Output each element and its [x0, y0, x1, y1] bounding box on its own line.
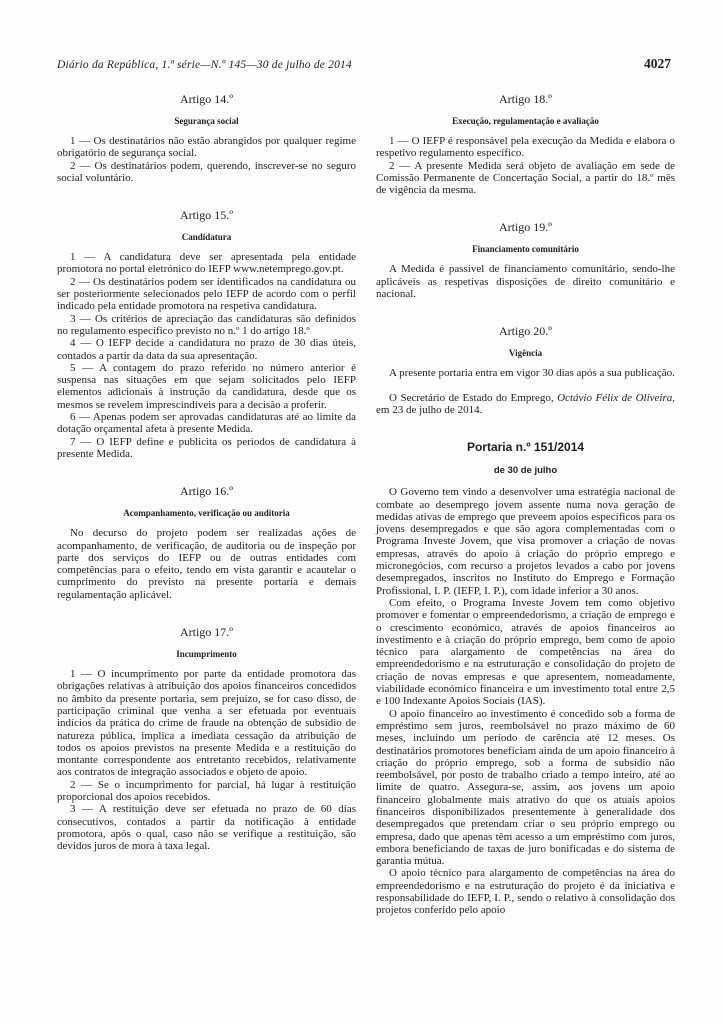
- article-20-heading: Artigo 20.º: [498, 324, 553, 339]
- article-14-paragraph-1: 1 — Os destinatários não estão abrangidos por qualquer regime obrigatório de segurança social.: [57, 135, 356, 160]
- article-17-paragraph-3: 3 — A restituição deve ser efetuada no prazo de 60 dias consecutivos, contados a partir da notificação à entidade promotora, após o qual, caso não se verifique a restituição, são devidos juros de mora à taxa legal.: [57, 803, 356, 853]
- portaria-date-line: de 30 de julho: [493, 465, 558, 477]
- article-15-subtitle: Candidatura: [181, 232, 232, 243]
- article-19: [376, 220, 675, 300]
- article-14-heading: Artigo 14.º: [179, 92, 234, 106]
- article-17: [57, 625, 356, 852]
- signatory-name: Octávio Félix de Oliveira: [557, 391, 673, 404]
- article-14-subtitle: Segurança social: [174, 116, 239, 126]
- article-20-paragraph-1: A presente portaria entra em vigor 30 dias após a sua publicação.: [389, 367, 675, 380]
- article-20-subtitle: Vigência: [508, 348, 543, 359]
- signature-line: [376, 392, 675, 417]
- portaria-151-2014: [376, 440, 675, 916]
- article-15-paragraph-2: 2 — Os destinatários podem ser identificados na candidatura ou ser posteriormente selecionados pelo IEFP de acordo com o perfil indicado pela entidade promotora na respetiva candidatura.: [57, 275, 356, 313]
- article-15-paragraph-6: 6 — Apenas podem ser aprovadas candidaturas até ao limite da dotação orçamental afeta à presente Medida.: [57, 411, 356, 436]
- article-15-paragraph-4: 4 — O IEFP decide a candidatura no prazo de 30 dias úteis, contados a partir da data da sua apresentação.: [57, 337, 356, 362]
- article-16-heading: Artigo 16.º: [179, 484, 234, 499]
- article-14-paragraph-2: 2 — Os destinatários podem, querendo, inscrever-se no seguro social voluntário.: [57, 159, 356, 184]
- article-19-subtitle: Financiamento comunitário: [472, 244, 579, 255]
- content-columns: [57, 86, 675, 917]
- article-15-paragraph-3: 3 — Os critérios de apreciação das candidaturas são definidos no regulamento específico previsto no n.º 1 do artigo 18.º: [57, 312, 356, 337]
- article-17-paragraph-1: 1 — O incumprimento por parte da entidade promotora das obrigações relativas à atribuição dos apoios financeiros concedidos no âmbito da presente portaria, sem prejuízo, se for caso disso, de participação criminal que venha a ser efetuada por eventuais indícios da prática do crime de fraude na obtenção de subsídio de natureza pública, implica a imediata cessação da atribuição de todos os apoios previstos na presente Medida e a restituição do montante correspondente aos entretanto recebidos, relativamente aos contratos de integração associados e objeto de apoio.: [57, 668, 356, 779]
- article-18-paragraph-2: 2 — A presente Medida será objeto de avaliação em sede de Comissão Permanente de Concertação Social, a partir do 18.º mês de vigência da mesma.: [376, 159, 675, 197]
- page-header: [57, 56, 671, 72]
- portaria-paragraph-3: O apoio financeiro ao investimento é concedido sob a forma de empréstimo sem juros, reembolsável no prazo máximo de 60 meses, incluindo um período de carência até 12 meses. Os destinatários promotores beneficiam ainda de um apoio financeiro à criação do próprio emprego, sob a forma de subsídio não reembolsável, por posto de trabalho criado a tempo inteiro, até ao limite de quatro. Assegura-se, assim, aos jovens um apoio financeiro globalmente mais atrativo do que os atuais apoios financeiros disponibilizados presentemente à generalidade dos desempregados que pretendam criar o seu próprio emprego ou empresa, dado que apenas têm acesso a um empréstimo com juros, embora beneficiando de taxas de juro bonificadas e do sistema de garantia mútua.: [376, 707, 675, 868]
- article-17-paragraph-2: 2 — Se o incumprimento for parcial, há lugar à restituição proporcional dos apoios recebidos.: [57, 778, 356, 803]
- right-column: [376, 86, 675, 917]
- article-18-subtitle: Execução, regulamentação e avaliação: [452, 116, 599, 126]
- article-15-paragraph-1: 1 — A candidatura deve ser apresentada pela entidade promotora no portal eletrónico do IEFP www.netemprego.gov.pt.: [57, 251, 356, 276]
- article-18: [376, 92, 675, 196]
- portaria-paragraph-2: Com efeito, o Programa Investe Jovem tem como objetivo promover e fomentar o empreendedorismo, a criação de emprego e o crescimento económico, através de apoios financeiros ao investimento e à criação do próprio emprego, bem como de apoio técnico para alargamento de competências na área do empreendedorismo e na estruturação e consolidação do projeto de criação de novas empresas e que apresentem, nomeadamente, viabilidade económico financeira e um investimento total entre 2,5 e 100 Indexante Apoios Sociais (IAS).: [376, 596, 675, 708]
- article-19-heading: Artigo 19.º: [498, 220, 553, 235]
- article-15-paragraph-5: 5 — A contagem do prazo referido no número anterior é suspensa nas situações em que sejam solicitados pelo IEFP elementos adicionais à instrução da candidatura, desde que os mesmos se revelem imprescindíveis para a decisão a proferir.: [57, 361, 356, 411]
- portaria-paragraph-4: O apoio técnico para alargamento de competências na área do empreendedorismo e na estruturação do projeto é da iniciativa e responsabilidade do IEFP, I. P., sendo o relativo à consolidação dos projetos conferido pelo apoio: [376, 867, 675, 917]
- article-19-paragraph-1: A Medida é passível de financiamento comunitário, sendo-lhe aplicáveis as respetivas disposições de direito comunitário e nacional.: [376, 263, 675, 301]
- article-18-heading: Artigo 18.º: [498, 92, 553, 106]
- article-15: [57, 208, 356, 460]
- article-14: [57, 92, 356, 184]
- article-16: [57, 484, 356, 601]
- article-17-heading: Artigo 17.º: [179, 625, 234, 640]
- article-15-paragraph-7: 7 — O IEFP define e publicita os períodos de candidatura à presente Medida.: [57, 435, 356, 460]
- portaria-title: Portaria n.º 151/2014: [466, 440, 585, 455]
- article-17-subtitle: Incumprimento: [176, 649, 237, 660]
- article-16-paragraph-1: No decurso do projeto podem ser realizadas ações de acompanhamento, de verificação, de auditoria ou de inspeção por parte dos serviços do IEFP ou de outras entidades com competências para o efeito, tendo em vista garantir e acautelar o cumprimento do previsto na presente portaria e demais regulamentação aplicável.: [57, 527, 356, 601]
- portaria-paragraph-1: O Governo tem vindo a desenvolver uma estratégia nacional de combate ao desemprego jovem assente numa nova geração de medidas ativas de emprego que preveem apoios específicos para os jovens desempregados e que são agora complementadas com o Programa Investe Jovem, que visa promover a criação de novas empresas, através do apoio à criação do próprio emprego e micronegócios, com recurso a projetos levados a cabo por jovens desempregados, inscritos no Instituto do Emprego e Formação Profissional, I. P. (IEFP, I. P.), com idade inferior a 30 anos.: [376, 486, 675, 597]
- article-15-heading: Artigo 15.º: [179, 208, 234, 223]
- article-18-paragraph-1: 1 — O IEFP é responsável pela execução da Medida e elabora o respetivo regulamento específico.: [376, 135, 675, 160]
- left-column: [57, 86, 356, 917]
- article-20: [376, 324, 675, 379]
- signature-prefix: O Secretário de Estado do Emprego,: [389, 391, 558, 404]
- journal-title: Diário da República, 1.ª série—N.º 145—30 de julho de 2014: [57, 59, 352, 71]
- article-16-subtitle: Acompanhamento, verificação ou auditoria: [123, 508, 290, 519]
- signature-suffix: , em 23 de julho de 2014.: [376, 391, 675, 416]
- page-number: 4027: [644, 56, 671, 71]
